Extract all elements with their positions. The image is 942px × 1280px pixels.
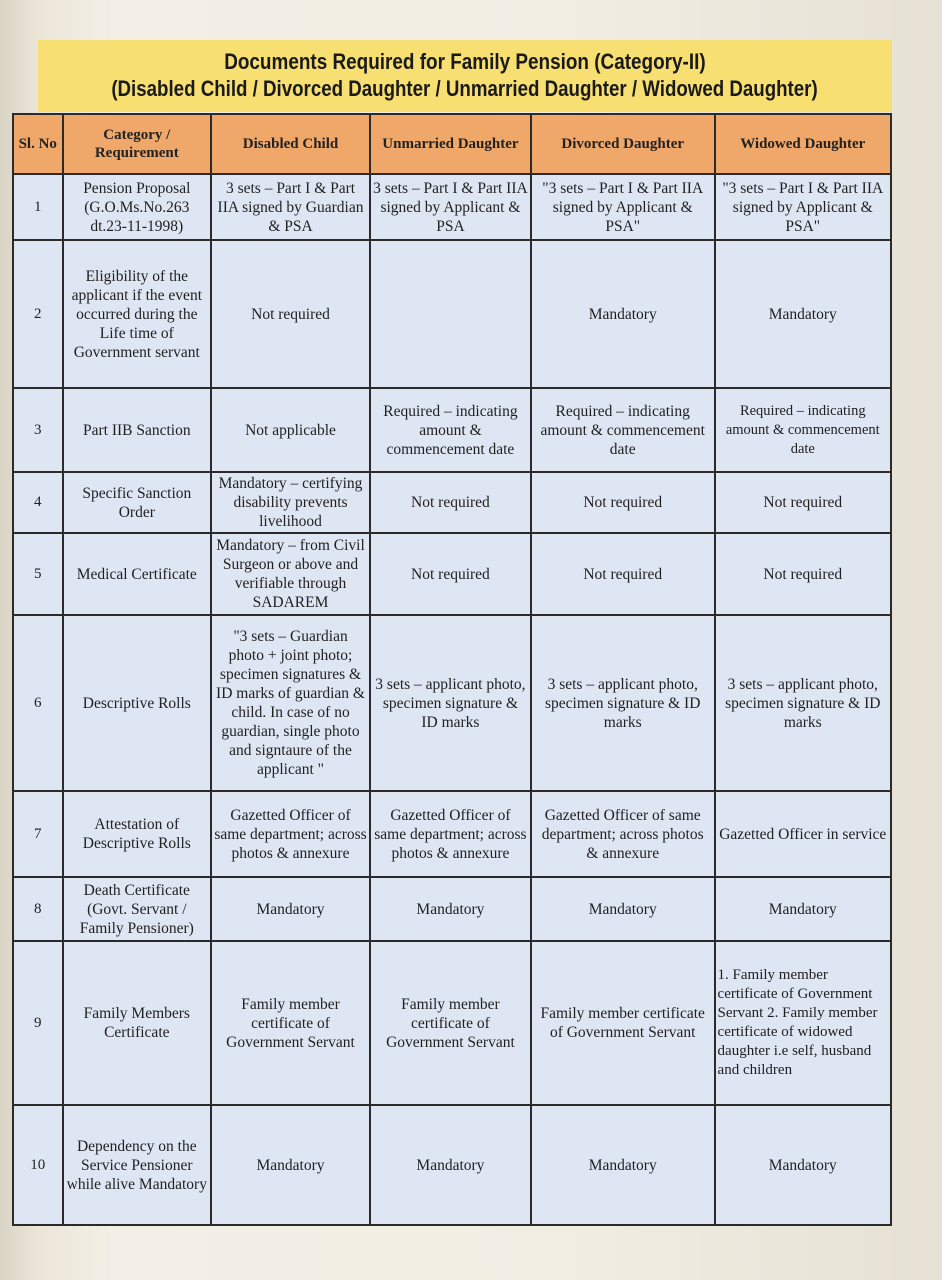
cell-divorced-daughter: Required – indicating amount & commencement date: [531, 388, 715, 472]
cell-sl: 4: [13, 472, 63, 533]
cell-sl: 8: [13, 877, 63, 941]
table-row: [13, 533, 891, 615]
cell-divorced-daughter: Mandatory: [531, 877, 715, 941]
table-header-row: [13, 114, 891, 174]
cell-sl: 5: [13, 533, 63, 615]
cell-divorced-daughter: Gazetted Officer of same department; across photos & annexure: [531, 791, 715, 877]
cell-unmarried-daughter: Not required: [370, 533, 531, 615]
cell-requirement: Family Members Certificate: [63, 941, 212, 1105]
table-row: [13, 240, 891, 388]
table-row: [13, 877, 891, 941]
cell-disabled-child: Mandatory: [211, 1105, 370, 1225]
cell-disabled-child: Gazetted Officer of same department; across photos & annexure: [211, 791, 370, 877]
cell-disabled-child: Mandatory: [211, 877, 370, 941]
cell-disabled-child: 3 sets – Part I & Part IIA signed by Guardian & PSA: [211, 174, 370, 240]
table-row: [13, 388, 891, 472]
cell-unmarried-daughter: Mandatory: [370, 1105, 531, 1225]
cell-unmarried-daughter: Not required: [370, 472, 531, 533]
cell-divorced-daughter: Not required: [531, 472, 715, 533]
cell-widowed-daughter: Mandatory: [715, 877, 891, 941]
header-sl: Sl. No: [13, 114, 63, 174]
cell-sl: 10: [13, 1105, 63, 1225]
cell-divorced-daughter: Not required: [531, 533, 715, 615]
cell-requirement: Descriptive Rolls: [63, 615, 212, 791]
cell-unmarried-daughter: Mandatory: [370, 877, 531, 941]
title-banner: [38, 40, 892, 112]
table-row: [13, 472, 891, 533]
cell-widowed-daughter: Mandatory: [715, 240, 891, 388]
cell-sl: 1: [13, 174, 63, 240]
page-subtitle: (Disabled Child / Divorced Daughter / Unmarried Daughter / Widowed Daughter): [111, 76, 819, 101]
cell-divorced-daughter: "3 sets – Part I & Part IIA signed by Applicant & PSA": [531, 174, 715, 240]
table-row: [13, 791, 891, 877]
cell-unmarried-daughter: Family member certificate of Government Servant: [370, 941, 531, 1105]
header-category: Category / Requirement: [63, 114, 212, 174]
cell-widowed-daughter: "3 sets – Part I & Part IIA signed by Applicant & PSA": [715, 174, 891, 240]
cell-requirement: Death Certificate (Govt. Servant / Family Pensioner): [63, 877, 212, 941]
cell-widowed-daughter: Mandatory: [715, 1105, 891, 1225]
table-row: [13, 1105, 891, 1225]
cell-sl: 3: [13, 388, 63, 472]
cell-requirement: Attestation of Descriptive Rolls: [63, 791, 212, 877]
cell-divorced-daughter: Family member certificate of Government Servant: [531, 941, 715, 1105]
cell-unmarried-daughter: [370, 240, 531, 388]
requirements-table: [12, 113, 892, 1226]
table-row: [13, 941, 891, 1105]
cell-widowed-daughter: Gazetted Officer in service: [715, 791, 891, 877]
cell-widowed-daughter: Not required: [715, 533, 891, 615]
page-title: Documents Required for Family Pension (Category-II): [224, 49, 706, 74]
cell-divorced-daughter: Mandatory: [531, 1105, 715, 1225]
document-page: [18, 40, 892, 1225]
cell-sl: 6: [13, 615, 63, 791]
header-widowed-daughter: Widowed Daughter: [715, 114, 891, 174]
cell-disabled-child: Mandatory – certifying disability prevents livelihood: [211, 472, 370, 533]
cell-requirement: Specific Sanction Order: [63, 472, 212, 533]
cell-requirement: Medical Certificate: [63, 533, 212, 615]
cell-requirement: Pension Proposal (G.O.Ms.No.263 dt.23-11-1998): [63, 174, 212, 240]
cell-disabled-child: Family member certificate of Government Servant: [211, 941, 370, 1105]
cell-sl: 7: [13, 791, 63, 877]
cell-requirement: Eligibility of the applicant if the event occurred during the Life time of Government servant: [63, 240, 212, 388]
cell-sl: 2: [13, 240, 63, 388]
cell-disabled-child: Not applicable: [211, 388, 370, 472]
cell-widowed-daughter: 3 sets – applicant photo, specimen signature & ID marks: [715, 615, 891, 791]
header-disabled-child: Disabled Child: [211, 114, 370, 174]
cell-disabled-child: Not required: [211, 240, 370, 388]
cell-unmarried-daughter: Required – indicating amount & commencement date: [370, 388, 531, 472]
table-row: [13, 615, 891, 791]
cell-widowed-daughter: 1. Family member certificate of Government Servant 2. Family member certificate of widowed daughter i.e self, husband and children: [715, 941, 891, 1105]
cell-sl: 9: [13, 941, 63, 1105]
header-unmarried-daughter: Unmarried Daughter: [370, 114, 531, 174]
cell-requirement: Part IIB Sanction: [63, 388, 212, 472]
header-divorced-daughter: Divorced Daughter: [531, 114, 715, 174]
cell-disabled-child: Mandatory – from Civil Surgeon or above and verifiable through SADAREM: [211, 533, 370, 615]
cell-unmarried-daughter: 3 sets – applicant photo, specimen signature & ID marks: [370, 615, 531, 791]
table-row: [13, 174, 891, 240]
cell-unmarried-daughter: Gazetted Officer of same department; across photos & annexure: [370, 791, 531, 877]
cell-divorced-daughter: Mandatory: [531, 240, 715, 388]
cell-divorced-daughter: 3 sets – applicant photo, specimen signature & ID marks: [531, 615, 715, 791]
cell-widowed-daughter: Not required: [715, 472, 891, 533]
cell-disabled-child: "3 sets – Guardian photo + joint photo; specimen signatures & ID marks of guardian & child. In case of no guardian, single photo and signtaure of the applicant ": [211, 615, 370, 791]
cell-unmarried-daughter: 3 sets – Part I & Part IIA signed by Applicant & PSA: [370, 174, 531, 240]
cell-widowed-daughter: Required – indicating amount & commencement date: [715, 388, 891, 472]
cell-requirement: Dependency on the Service Pensioner while alive Mandatory: [63, 1105, 212, 1225]
